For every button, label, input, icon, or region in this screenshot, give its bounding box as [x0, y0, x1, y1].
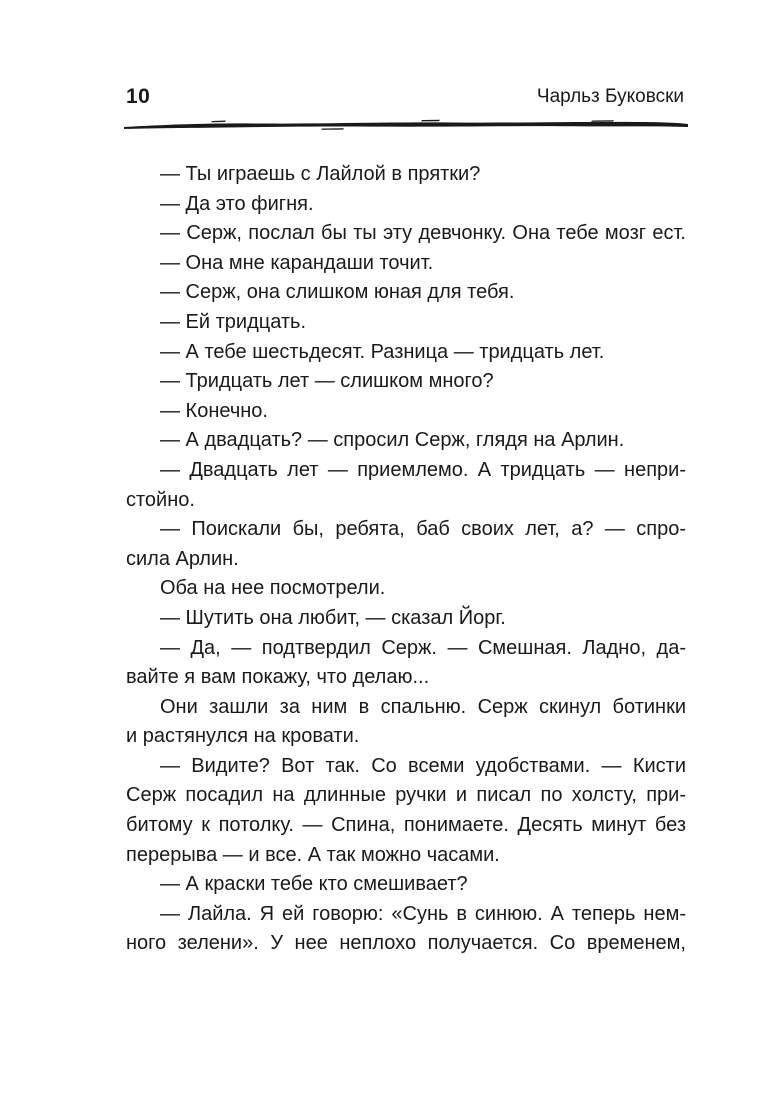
- text-line: — Поискали бы, ребята, баб своих лет, а? — спро-: [160, 518, 686, 541]
- text-line: ного зелени». У нее неплохо получается. Со временем,: [126, 932, 686, 955]
- text-line: — Тридцать лет — слишком много?: [160, 370, 494, 393]
- text-line: — А тебе шестьдесят. Разница — тридцать лет.: [160, 340, 605, 363]
- text-line: — Да это фигня.: [160, 192, 314, 215]
- running-head-author: Чарльз Буковски: [536, 86, 684, 107]
- header-rule: [122, 118, 690, 132]
- text-line: сила Арлин.: [126, 547, 239, 570]
- text-line: — Двадцать лет — приемлемо. А тридцать — непри-: [160, 458, 686, 481]
- text-line: Оба на нее посмотрели.: [160, 577, 386, 600]
- text-line: — Серж, она слишком юная для тебя.: [160, 281, 515, 304]
- text-line: — Шутить она любит, — сказал Йорг.: [160, 606, 506, 629]
- text-line: вайте я вам покажу, что делаю...: [126, 666, 430, 689]
- body-text: [126, 160, 686, 959]
- text-line: — Серж, послал бы ты эту девчонку. Она тебе мозг ест.: [160, 222, 686, 245]
- page-number: 10: [126, 85, 151, 108]
- text-line: — Конечно.: [160, 399, 268, 422]
- text-line: — А двадцать? — спросил Серж, глядя на Арлин.: [160, 429, 625, 452]
- page-header: [126, 84, 686, 114]
- text-line: — Видите? Вот так. Со всеми удобствами. — Кисти: [160, 754, 686, 777]
- text-line: — Лайла. Я ей говорю: «Сунь в синюю. А теперь нем-: [160, 902, 686, 925]
- text-line: битому к потолку. — Спина, понимаете. Десять минут без: [126, 814, 686, 837]
- text-line: — Да, — подтвердил Серж. — Смешная. Ладно, да-: [160, 636, 686, 659]
- text-line: — А краски тебе кто смешивает?: [160, 873, 468, 896]
- text-line: — Ей тридцать.: [160, 310, 307, 333]
- text-line: Серж посадил на длинные ручки и писал по холсту, при-: [126, 784, 686, 807]
- text-line: и растянулся на кровати.: [126, 725, 360, 748]
- text-line: — Она мне карандаши точит.: [160, 251, 434, 274]
- text-line: стойно.: [126, 488, 195, 511]
- text-line: Они зашли за ним в спальню. Серж скинул ботинки: [160, 695, 686, 718]
- text-line: — Ты играешь с Лайлой в прятки?: [160, 163, 481, 185]
- text-line: перерыва — и все. А так можно часами.: [126, 843, 500, 866]
